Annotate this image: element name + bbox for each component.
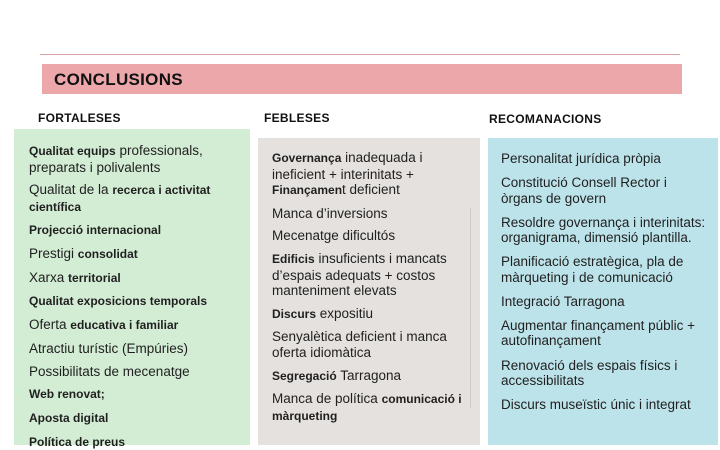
fortaleses-item [29,410,242,427]
recomanacions-item [501,175,710,206]
febleses-item [272,306,472,323]
febleses-item [272,368,472,385]
heading-recomanacions: RECOMANACIONS [489,112,602,126]
item-text: Oferta [29,317,71,333]
item-bold-text: Governança [272,151,342,165]
item-bold-text: recerca i activitat científica [29,183,211,214]
top-divider [40,54,680,55]
fortaleses-item [29,246,242,263]
recomanacions-item [501,358,710,389]
recomanacions-item [501,254,710,285]
page-title: CONCLUSIONS [54,70,183,89]
fortaleses-item [29,293,242,310]
item-text: Discurs museïstic únic i integrat [501,397,691,413]
recomanacions-item [501,151,710,167]
fortaleses-item [29,434,242,450]
item-text: Renovació dels espais físics i accessibilitats [501,357,678,389]
fortaleses-item [29,182,242,215]
febleses-item [272,206,472,222]
recomanacions-panel [488,138,718,445]
item-bold-text: Qualitat equips [29,144,116,158]
febleses-panel [258,138,480,445]
fortaleses-item [29,317,242,334]
fortaleses-item [29,386,242,403]
item-text: Possibilitats de mecenatge [29,363,190,379]
item-bold-text: comunicació i màrqueting [272,392,462,423]
item-text: Resoldre governança i interinitats: organigrama, dimensió plantilla. [501,214,706,246]
item-text: Xarxa [29,269,69,285]
item-text: insuficients i mancats d’espais adequats + costos manteniment elevats [272,251,447,299]
febleses-item [272,251,472,299]
item-text: Mecenatge dificultós [272,228,396,244]
item-bold-text: Política de preus [29,434,126,449]
item-text: Senyalètica deficient i manca oferta idiomàtica [272,329,447,360]
item-bold-text: Finançamen [272,183,343,197]
item-text: Constitució Consell Rector i òrgans de govern [501,175,667,206]
recomanacions-item [501,397,710,413]
panel-divider [470,208,471,408]
item-bold-text: consolidat [77,247,138,262]
item-bold-text: Discurs [272,306,317,321]
item-bold-text: educativa i familiar [70,318,179,333]
heading-fortaleses: FORTALESES [38,111,121,125]
item-bold-text: Segregació [272,368,337,383]
heading-febleses: FEBLESES [264,111,330,125]
item-text: Qualitat de la [29,182,113,198]
item-bold-text: Qualitat exposicions temporals [29,294,208,309]
fortaleses-panel [14,129,250,449]
febleses-item [272,228,472,244]
item-text: professionals, preparats i polivalents [29,143,203,175]
item-text: Manca d’inversions [272,205,388,221]
item-text: Augmentar finançament públic + autofinançament [501,317,695,349]
item-text: Prestigi [29,246,78,262]
item-bold-text: Web renovat; [29,387,105,402]
item-text: expositiu [316,305,374,321]
fortaleses-item [29,341,242,357]
item-text: Manca de política [272,391,382,407]
fortaleses-item [29,222,242,239]
recomanacions-item [501,318,710,349]
conclusions-banner [42,64,682,94]
recomanacions-item [501,215,710,246]
item-bold-text: Projecció internacional [29,223,162,238]
item-bold-text: Aposta digital [29,410,109,425]
febleses-item [272,329,472,360]
item-text: Personalitat jurídica pròpia [501,151,661,166]
febleses-item [272,150,472,199]
fortaleses-item [29,143,242,175]
febleses-item [272,391,472,424]
recomanacions-item [501,294,710,310]
fortaleses-item [29,364,242,380]
item-text: Integració Tarragona [501,293,625,309]
item-text: Atractiu turístic (Empúries) [29,340,189,356]
item-text: inadequada i ineficient + interinitats + [272,150,423,182]
item-text: t deficient [342,182,400,197]
item-text: Planificació estratègica, pla de màrqueting i de comunicació [501,254,684,285]
fortaleses-item [29,270,242,287]
item-bold-text: territorial [68,270,121,285]
item-text: Tarragona [336,367,401,383]
item-bold-text: Edificis [272,252,315,267]
